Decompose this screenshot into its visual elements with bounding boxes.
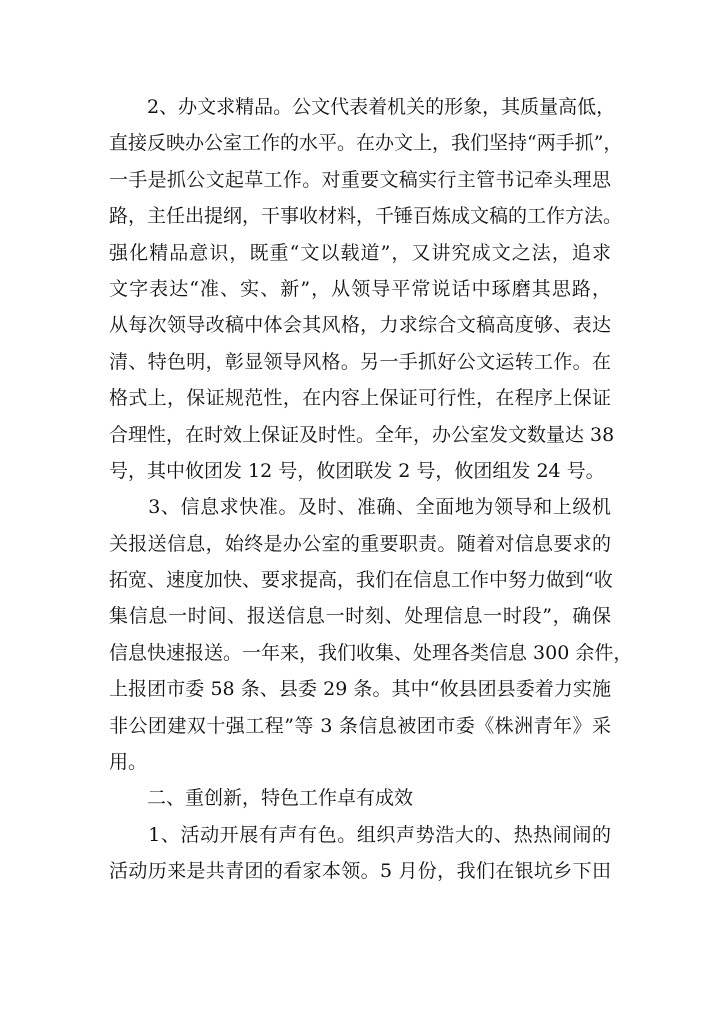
text-line: 用。 <box>109 751 148 774</box>
text-line: 1、活动开展有声有色。组织声势浩大的、热热闹闹的 <box>109 823 611 846</box>
text-line: 拓宽、速度加快、要求提高，我们在信息工作中努力做到“收 <box>109 569 613 592</box>
document-body <box>109 89 633 890</box>
text-line: 信息快速报送。一年来，我们收集、处理各类信息 300 余件， <box>109 641 633 664</box>
text-line: 文字表达“准、实、新”，从领导平常说话中琢磨其思路， <box>109 277 611 300</box>
text-line: 上报团市委 58 条、县委 29 条。其中“攸县团县委着力实施 <box>109 678 611 701</box>
section-heading: 二、重创新，特色工作卓有成效 <box>109 787 414 810</box>
text-line: 直接反映办公室工作的水平。在办文上，我们坚持“两手抓”， <box>109 132 623 155</box>
text-line: 活动历来是共青团的看家本领。5 月份，我们在银坑乡下田 <box>109 860 611 883</box>
text-line: 清、特色明，彰显领导风格。另一手抓好公文运转工作。在 <box>109 350 611 373</box>
text-line: 关报送信息，始终是办公室的重要职责。随着对信息要求的 <box>109 532 611 555</box>
text-line: 从每次领导改稿中体会其风格，力求综合文稿高度够、表达 <box>109 314 611 337</box>
text-line: 格式上，保证规范性，在内容上保证可行性，在程序上保证 <box>109 387 611 410</box>
text-line: 2、办文求精品。公文代表着机关的形象，其质量高低， <box>109 96 616 118</box>
text-line: 非公团建双十强工程”等 3 条信息被团市委《株洲青年》采 <box>109 714 611 737</box>
text-line: 集信息一时间、报送信息一时刻、处理信息一时段”，确保 <box>109 605 611 628</box>
text-line: 路，主任出提纲，干事收材料，千锤百炼成文稿的工作方法。 <box>109 205 623 228</box>
text-line: 合理性，在时效上保证及时性。全年，办公室发文数量达 38 <box>109 423 615 446</box>
text-line: 强化精品意识，既重“文以载道”，又讲究成文之法，追求 <box>109 241 611 264</box>
text-line: 一手是抓公文起草工作。对重要文稿实行主管书记牵头理思 <box>109 168 611 191</box>
text-line: 号，其中攸团发 12 号，攸团联发 2 号，攸团组发 24 号。 <box>109 459 605 482</box>
text-line: 3、信息求快准。及时、准确、全面地为领导和上级机 <box>109 496 611 519</box>
